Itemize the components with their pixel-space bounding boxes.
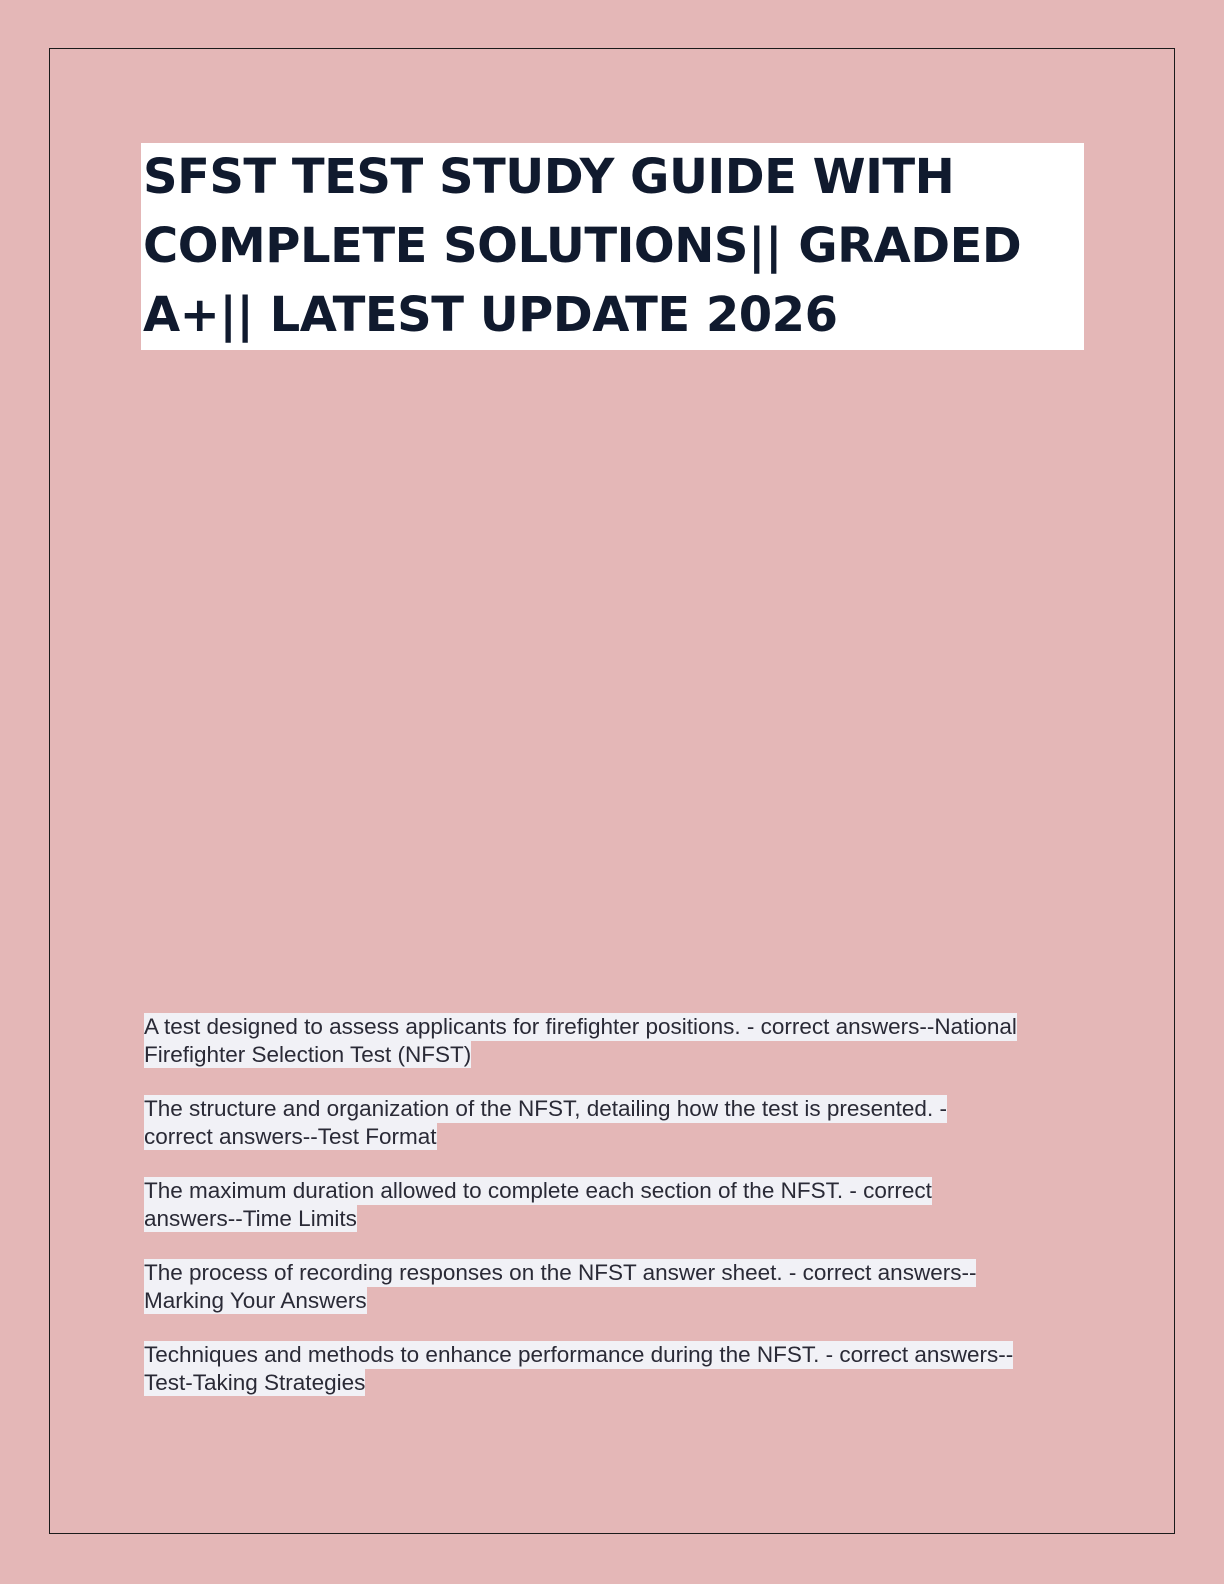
qa-line: Marking Your Answers — [144, 1287, 367, 1313]
qa-item-national-firefighter-selection-test — [144, 1013, 1084, 1068]
qa-line: Test-Taking Strategies — [144, 1369, 366, 1395]
document-title — [141, 143, 1084, 350]
qa-item-time-limits — [144, 1177, 1084, 1232]
qa-line: answers--Time Limits — [144, 1205, 357, 1231]
qa-item-test-taking-strategies — [144, 1341, 1084, 1396]
qa-line: Firefighter Selection Test (NFST) — [144, 1041, 472, 1067]
qa-line: Techniques and methods to enhance performance during the NFST. - correct answers-- — [144, 1342, 1014, 1367]
title-line-3: A+|| LATEST UPDATE 2026 — [141, 281, 1084, 350]
qa-line: The structure and organization of the NFST, detailing how the test is presented. - — [144, 1096, 947, 1121]
qa-line: A test designed to assess applicants for firefighter positions. - correct answers--National — [144, 1014, 1017, 1039]
title-line-2: COMPLETE SOLUTIONS|| GRADED — [141, 212, 1084, 281]
qa-item-marking-your-answers — [144, 1259, 1084, 1314]
qa-item-test-format — [144, 1095, 1084, 1150]
qa-line: The maximum duration allowed to complete each section of the NFST. - correct — [144, 1178, 932, 1203]
qa-list — [144, 1013, 1084, 1423]
qa-line: The process of recording responses on the NFST answer sheet. - correct answers-- — [144, 1260, 977, 1285]
qa-line: correct answers--Test Format — [144, 1123, 437, 1149]
title-line-1: SFST TEST STUDY GUIDE WITH — [141, 143, 1084, 212]
